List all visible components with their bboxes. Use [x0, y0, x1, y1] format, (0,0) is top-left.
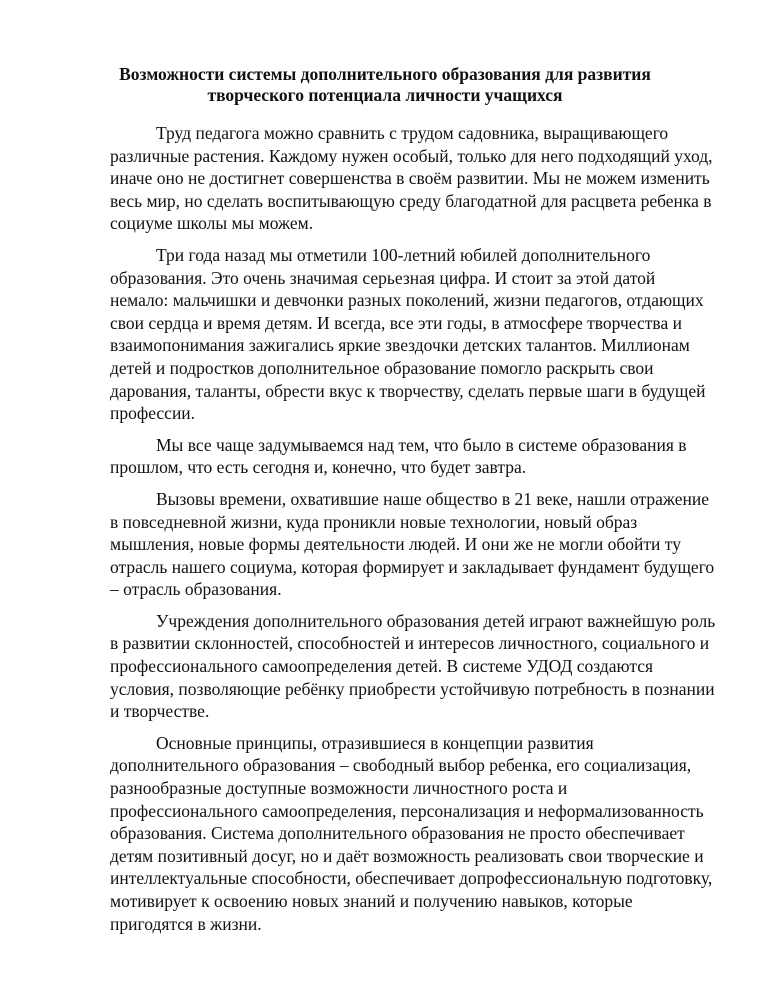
paragraph-1: Труд педагога можно сравнить с трудом садовника, выращивающего различные растения. Каждому нужен особый, только для него подходящий уход, иначе оно не достигнет совершенства в своём развитии. Мы не можем изменить весь мир, но сделать воспитывающую среду благодатной для расцвета ребенка в социуме школы мы можем. — [110, 123, 713, 234]
paragraph-4: Вызовы времени, охватившие наше общество в 21 веке, нашли отражение в повседневной жизни, куда проникли новые технологии, новый образ мышления, новые формы деятельности людей. И они же не могли обойти ту отрасль нашего социума, которая формирует и закладывает фундамент будущего – отрасль образования. — [110, 488, 715, 600]
title-line-2: творческого потенциала личности учащихся — [207, 85, 563, 105]
document-title — [110, 64, 660, 106]
title-line-1: Возможности системы дополнительного образования для развития — [119, 64, 651, 84]
paragraph-5: Учреждения дополнительного образования детей играют важнейшую роль в развитии склонностей, способностей и интересов личностного, социального и профессионального самоопределения детей. В системе УДОД создаются условия, позволяющие ребёнку приобрести устойчивую потребность в познании и творчестве. — [110, 610, 716, 722]
paragraph-6: Основные принципы, отразившиеся в концепции развития дополнительного образования – свободный выбор ребенка, его социализация, разнообразные доступные возможности личностного роста и профессионального самоопределения, персонализация и неформализованность образования. Система дополнительного образования не просто обеспечивает детям позитивный досуг, но и даёт возможность реализовать свои творческие и интеллектуальные способности, обеспечивает допрофессиональную подготовку, мотивирует к освоению новых знаний и получению навыков, которые пригодятся в жизни. — [110, 732, 713, 934]
document-body — [110, 122, 716, 944]
paragraph-3: Мы все чаще задумываемся над тем, что было в системе образования в прошлом, что есть сегодня и, конечно, что будет завтра. — [110, 434, 687, 478]
paragraph-2: Три года назад мы отметили 100-летний юбилей дополнительного образования. Это очень значимая серьезная цифра. И стоит за этой датой немало: мальчишки и девчонки разных поколений, жизни педагогов, отдающих свои сердца и время детям. И всегда, все эти годы, в атмосфере творчества и взаимопонимания зажигались яркие звездочки детских талантов. Миллионам детей и подростков дополнительное образование помогло раскрыть свои дарования, таланты, обрести вкус к творчеству, сделать первые шаги в будущей профессии. — [110, 244, 706, 424]
